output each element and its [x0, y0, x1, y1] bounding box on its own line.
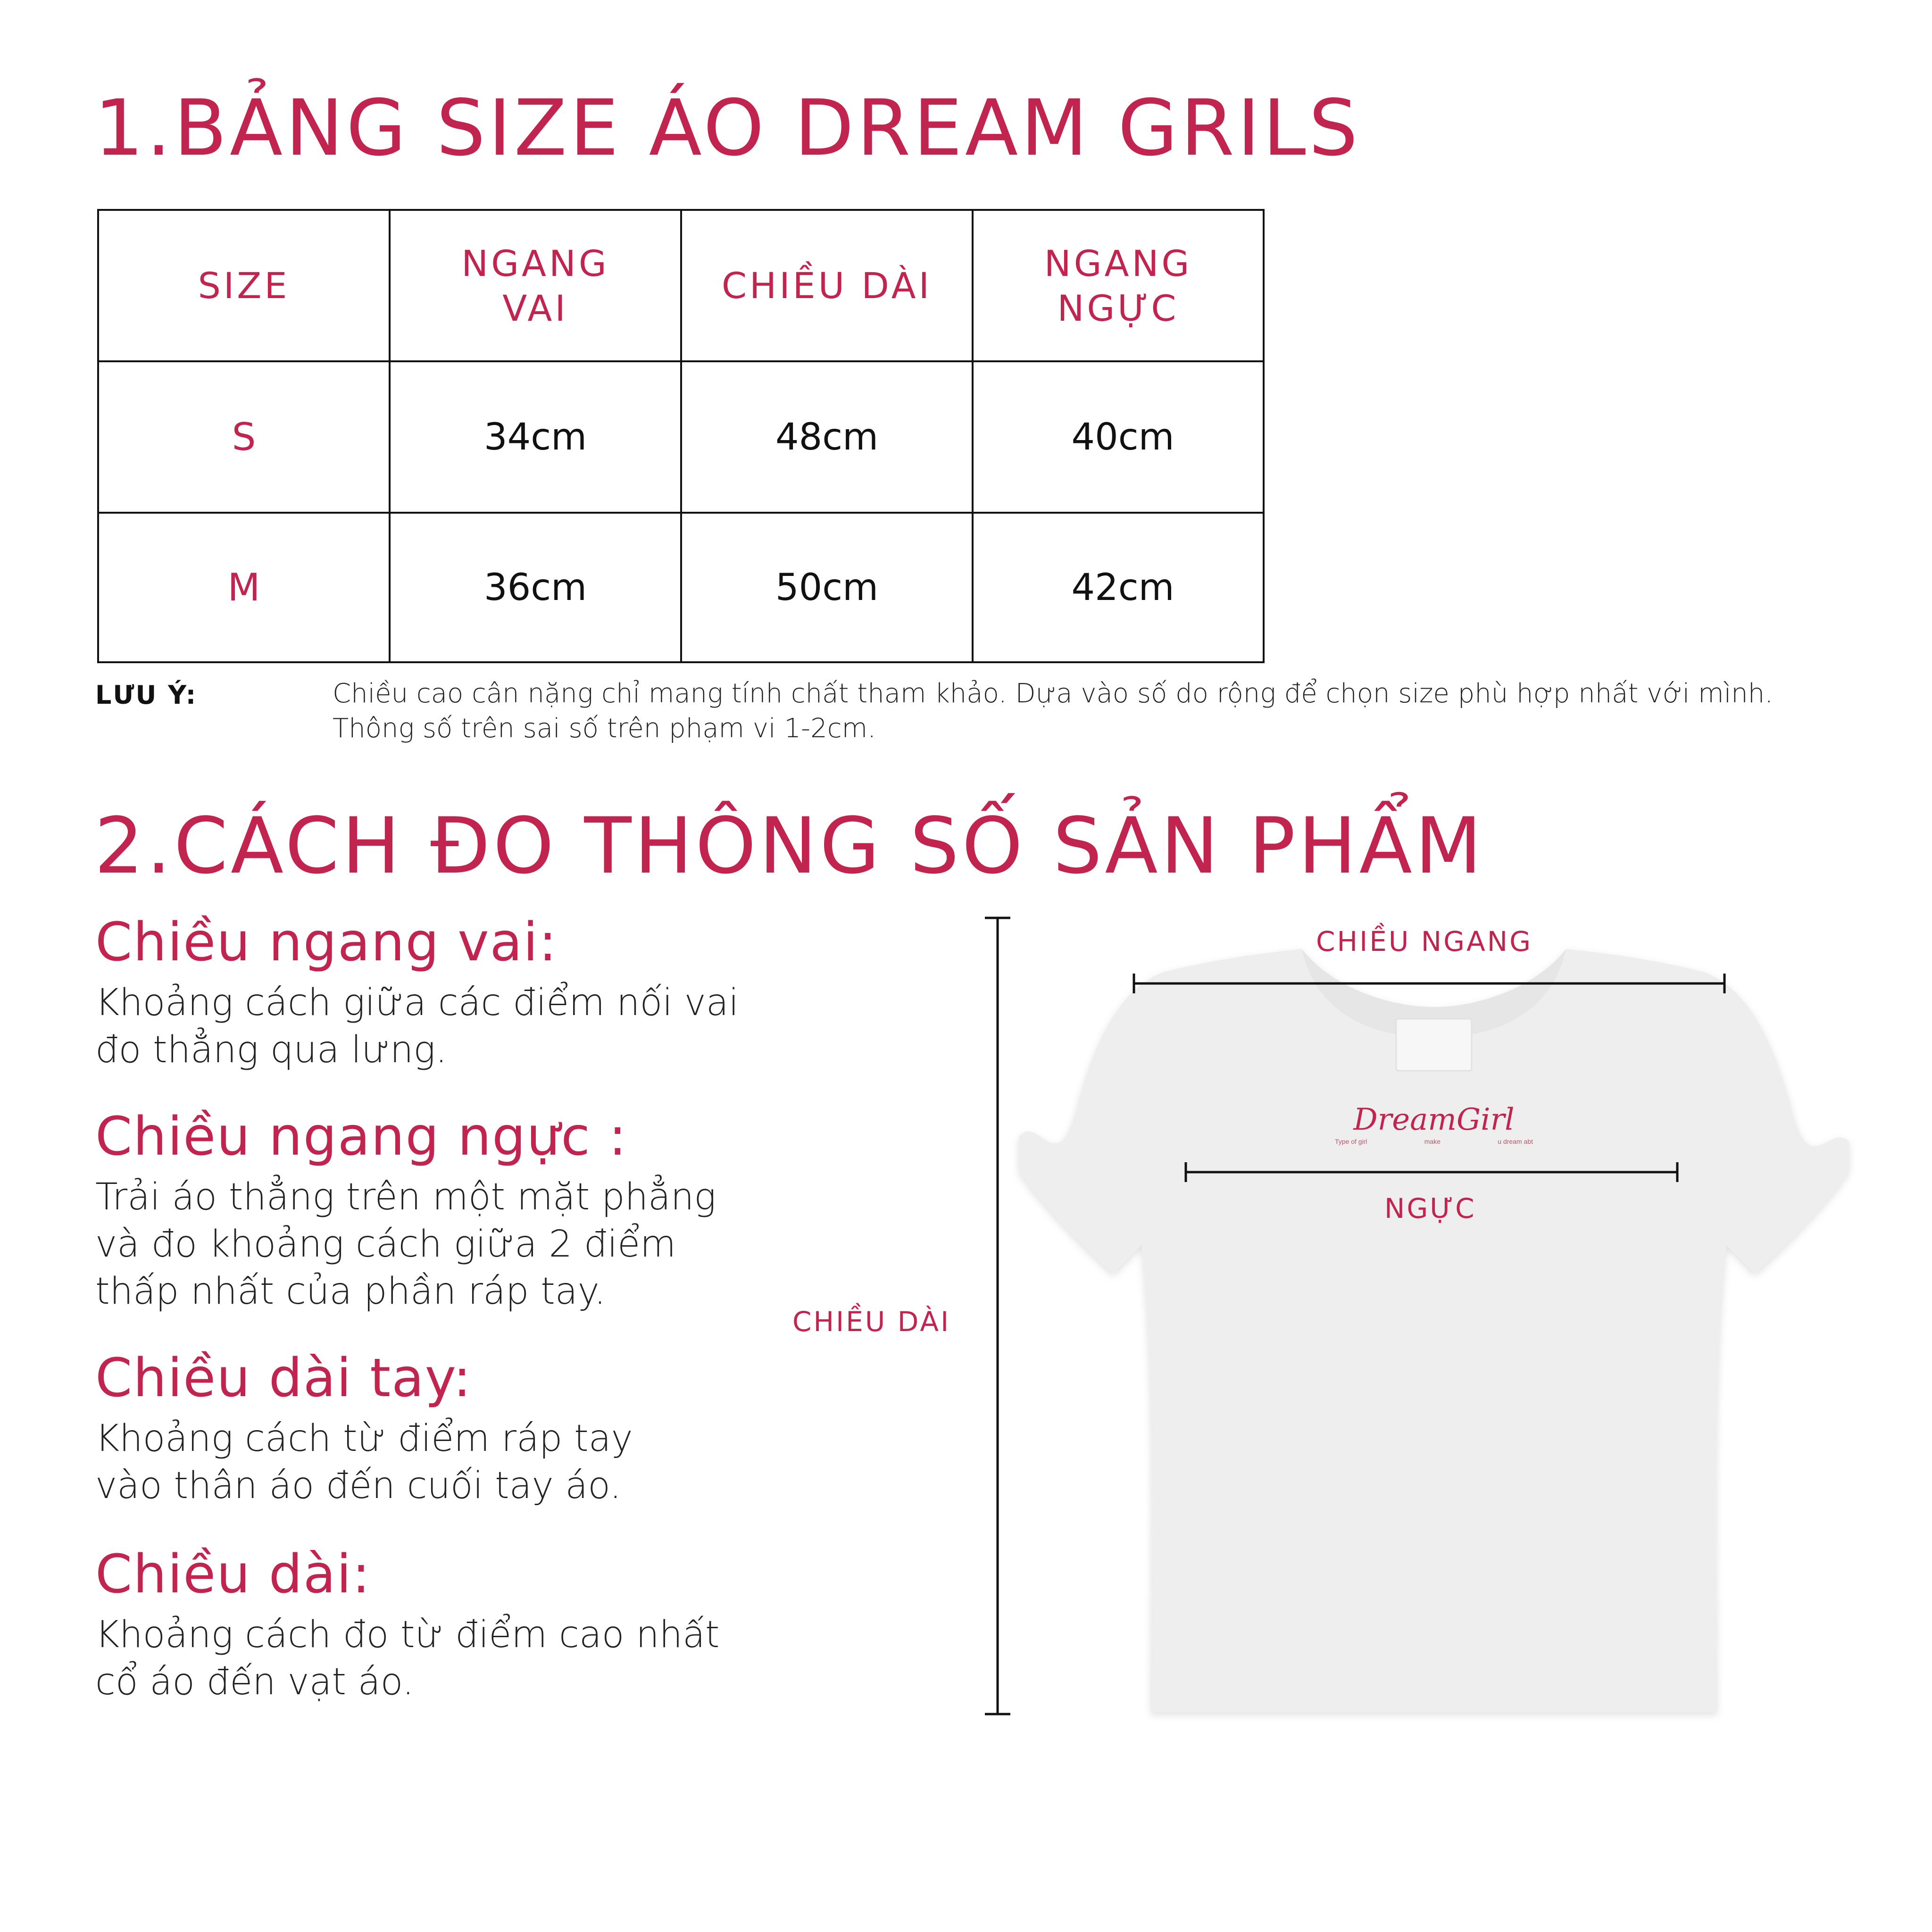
table-header-size — [97, 209, 391, 362]
section2-title: 2.CÁCH ĐO THÔNG SỐ SẢN PHẨM — [94, 801, 1485, 891]
tshirt-illustration — [1009, 915, 1873, 1726]
chest-measure-line — [1184, 1160, 1679, 1184]
measure-desc — [95, 1174, 803, 1315]
note-label: LƯU Ý: — [95, 680, 198, 710]
table-row-s-nguc — [972, 360, 1265, 514]
shoulder-measure-line — [1132, 972, 1726, 995]
note-line: Chiều cao cân nặng chỉ mang tính chất tham khảo. Dựa vào số do rộng để chọn size phù hợp nhất với mình. — [333, 678, 1774, 709]
tshirt-neck-label — [1396, 1019, 1472, 1071]
header-label: SIZE — [198, 265, 290, 307]
length-label: CHIỀU DÀI — [792, 1306, 951, 1338]
table-row-m-dai — [680, 512, 974, 663]
desc-line: đo thẳng qua lưng. — [95, 1029, 447, 1071]
desc-line: Khoảng cách từ điểm ráp tay — [95, 1417, 633, 1460]
measure-title: Chiều ngang vai: — [95, 912, 558, 973]
print-sub — [1335, 1138, 1533, 1145]
print-sub-3: u dream abt — [1498, 1138, 1533, 1145]
section1-title: 1.BẢNG SIZE ÁO DREAM GRILS — [94, 83, 1361, 173]
header-label: NGANG — [461, 242, 609, 284]
desc-line: Trải áo thẳng trên một mặt phẳng — [95, 1176, 716, 1218]
desc-line: vào thân áo đến cuối tay áo. — [95, 1465, 622, 1507]
note-line: Thông số trên sai số trên phạm vi 1-2cm. — [333, 713, 876, 744]
table-header-ngang-vai — [389, 209, 682, 362]
cell-value: 36cm — [483, 566, 587, 609]
size-value: M — [227, 566, 260, 609]
table-row-s-dai — [680, 360, 974, 514]
cell-value: 50cm — [775, 566, 879, 609]
measure-chest — [95, 1106, 803, 1315]
header-label: VAI — [502, 287, 568, 329]
table-row-m-nguc — [972, 512, 1265, 663]
measure-sleeve — [95, 1348, 803, 1509]
measure-desc — [95, 979, 803, 1074]
measure-length — [95, 1544, 803, 1706]
print-sub-1: Type of girl — [1335, 1138, 1367, 1145]
print-sub-2: make — [1424, 1138, 1441, 1145]
desc-line: thấp nhất của phần ráp tay. — [95, 1270, 606, 1313]
desc-line: cổ áo đến vạt áo. — [95, 1661, 414, 1703]
cell-value: 48cm — [775, 416, 879, 458]
desc-line: Khoảng cách giữa các điểm nối vai — [95, 982, 739, 1024]
shoulder-label: CHIỀU NGANG — [1316, 925, 1533, 958]
cell-value: 40cm — [1071, 416, 1174, 458]
size-table — [97, 209, 1265, 663]
measure-desc — [95, 1415, 803, 1509]
note-text — [333, 676, 1773, 746]
measure-shoulder — [95, 912, 803, 1074]
size-value: S — [232, 415, 256, 459]
chest-label: NGỰC — [1384, 1192, 1476, 1224]
table-row-s-size — [97, 360, 391, 514]
header-label: CHIỀU DÀI — [721, 265, 933, 307]
table-header-ngang-nguc — [972, 209, 1265, 362]
measure-desc — [95, 1611, 803, 1706]
header-label: NGỰC — [1057, 287, 1179, 329]
measure-title: Chiều dài tay: — [95, 1348, 472, 1409]
desc-line: Khoảng cách đo từ điểm cao nhất — [95, 1614, 720, 1656]
table-row-m-size — [97, 512, 391, 663]
print-main: DreamGirl — [1353, 1102, 1515, 1137]
table-row-m-vai — [389, 512, 682, 663]
header-label: NGANG — [1044, 242, 1192, 284]
cell-value: 34cm — [483, 416, 587, 458]
measure-title: Chiều ngang ngực : — [95, 1106, 628, 1167]
desc-line: và đo khoảng cách giữa 2 điểm — [95, 1223, 676, 1266]
tshirt-print — [1335, 1102, 1533, 1145]
table-row-s-vai — [389, 360, 682, 514]
table-header-chieu-dai — [680, 209, 974, 362]
measure-title: Chiều dài: — [95, 1544, 371, 1605]
cell-value: 42cm — [1071, 566, 1174, 609]
